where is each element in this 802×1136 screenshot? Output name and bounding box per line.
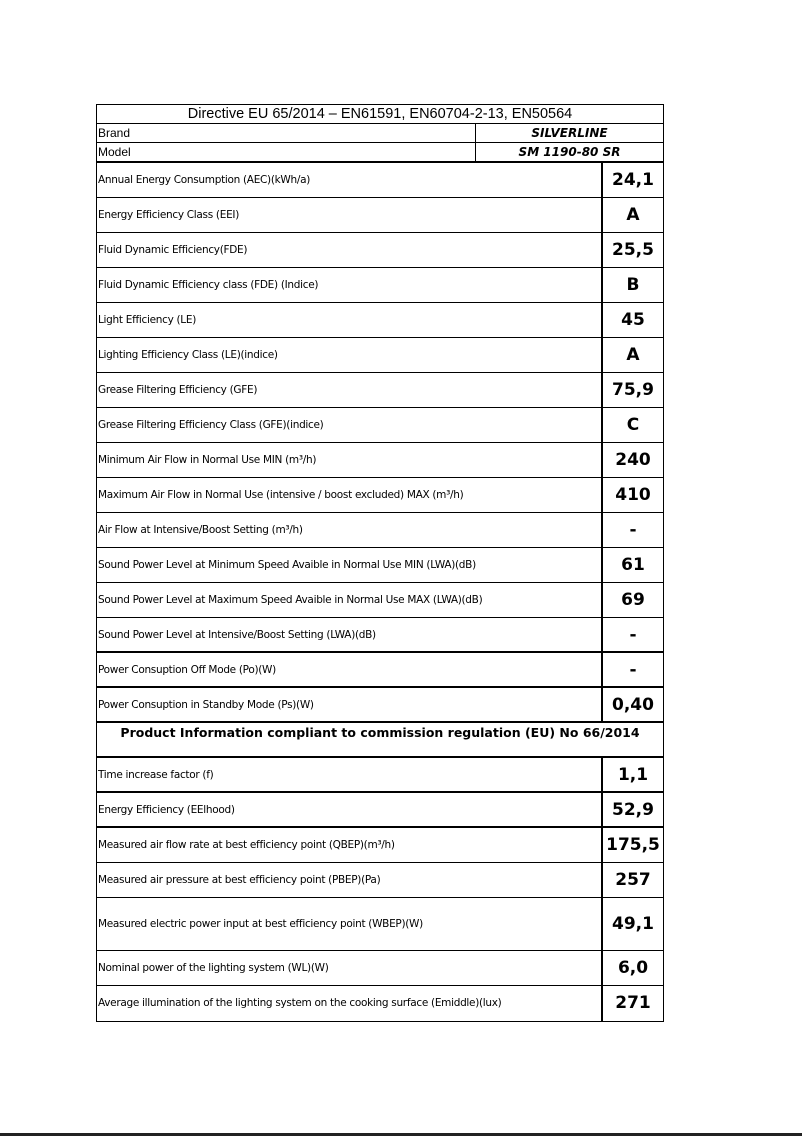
table-row — [97, 373, 663, 408]
table-row — [97, 303, 663, 338]
table-row — [97, 443, 663, 478]
row-value: A — [626, 205, 640, 225]
table-row — [97, 653, 663, 688]
row-value: 61 — [621, 555, 645, 575]
row-label: Annual Energy Consumption (AEC)(kWh/a) — [97, 163, 603, 197]
table-row — [97, 513, 663, 548]
row-value: 240 — [615, 450, 651, 470]
brand-row — [97, 124, 663, 143]
row-value: 1,1 — [617, 765, 649, 785]
table-row — [97, 163, 663, 198]
row-label: Measured electric power input at best efficiency point (WBEP)(W) — [97, 898, 603, 950]
row-label: Air Flow at Intensive/Boost Setting (m³/h) — [97, 513, 603, 547]
row-value: - — [629, 660, 637, 680]
table-row — [97, 688, 663, 723]
product-fiche-table — [96, 104, 664, 1022]
row-label: Energy Efficiency Class (EEI) — [97, 198, 603, 232]
row-label: Grease Filtering Efficiency Class (GFE)(indice) — [97, 408, 603, 442]
table-row — [97, 268, 663, 303]
row-value: 410 — [615, 485, 651, 505]
row-label: Measured air pressure at best efficiency point (PBEP)(Pa) — [97, 863, 603, 897]
table-row — [97, 408, 663, 443]
row-value: 45 — [621, 310, 645, 330]
table-row — [97, 863, 663, 898]
row-value: B — [626, 275, 640, 295]
row-label: Sound Power Level at Intensive/Boost Setting (LWA)(dB) — [97, 618, 603, 651]
brand-value: SILVERLINE — [531, 126, 608, 140]
table-row — [97, 548, 663, 583]
row-value: 49,1 — [612, 914, 654, 934]
row-value: 6,0 — [617, 958, 649, 978]
brand-label: Brand — [97, 124, 476, 142]
model-row — [97, 143, 663, 163]
model-label: Model — [97, 143, 476, 161]
directive-title: Directive EU 65/2014 – EN61591, EN60704-2-13, EN50564 — [97, 105, 663, 124]
row-value: 0,40 — [612, 695, 654, 715]
table-row — [97, 793, 663, 828]
row-label: Average illumination of the lighting system on the cooking surface (Emiddle)(lux) — [97, 986, 603, 1021]
row-label: Sound Power Level at Maximum Speed Avaible in Normal Use MAX (LWA)(dB) — [97, 583, 603, 617]
table-row — [97, 758, 663, 793]
row-value: 24,1 — [612, 170, 654, 190]
section-title: Product Information compliant to commission regulation (EU) No 66/2014 — [97, 723, 663, 758]
table-row — [97, 478, 663, 513]
table-row — [97, 898, 663, 951]
table-row — [97, 618, 663, 653]
row-value: 271 — [615, 993, 651, 1013]
table-row — [97, 198, 663, 233]
row-value: 25,5 — [612, 240, 654, 260]
row-label: Grease Filtering Efficiency (GFE) — [97, 373, 603, 407]
table-row — [97, 583, 663, 618]
table-row — [97, 233, 663, 268]
row-label: Time increase factor (f) — [97, 758, 603, 791]
row-label: Sound Power Level at Minimum Speed Avaible in Normal Use MIN (LWA)(dB) — [97, 548, 603, 582]
row-label: Measured air flow rate at best efficiency point (QBEP)(m³/h) — [97, 828, 603, 862]
row-label: Power Consuption in Standby Mode (Ps)(W) — [97, 688, 603, 721]
row-value: - — [629, 625, 637, 645]
row-value: C — [626, 415, 640, 435]
row-label: Power Consuption Off Mode (Po)(W) — [97, 653, 603, 686]
table-row — [97, 986, 663, 1021]
row-value: - — [629, 520, 637, 540]
row-label: Maximum Air Flow in Normal Use (intensive / boost excluded) MAX (m³/h) — [97, 478, 603, 512]
row-value: 69 — [621, 590, 645, 610]
row-value: 257 — [615, 870, 651, 890]
model-value: SM 1190-80 SR — [518, 145, 621, 159]
row-label: Minimum Air Flow in Normal Use MIN (m³/h) — [97, 443, 603, 477]
row-label: Fluid Dynamic Efficiency(FDE) — [97, 233, 603, 267]
row-label: Lighting Efficiency Class (LE)(indice) — [97, 338, 603, 372]
row-label: Energy Efficiency (EElhood) — [97, 793, 603, 826]
row-value: A — [626, 345, 640, 365]
row-label: Nominal power of the lighting system (WL)(W) — [97, 951, 603, 985]
table-row — [97, 338, 663, 373]
table-row — [97, 951, 663, 986]
row-value: 175,5 — [606, 835, 660, 855]
row-label: Fluid Dynamic Efficiency class (FDE) (Indice) — [97, 268, 603, 302]
table-row — [97, 828, 663, 863]
row-value: 75,9 — [612, 380, 654, 400]
row-label: Light Efficiency (LE) — [97, 303, 603, 337]
row-value: 52,9 — [612, 800, 654, 820]
